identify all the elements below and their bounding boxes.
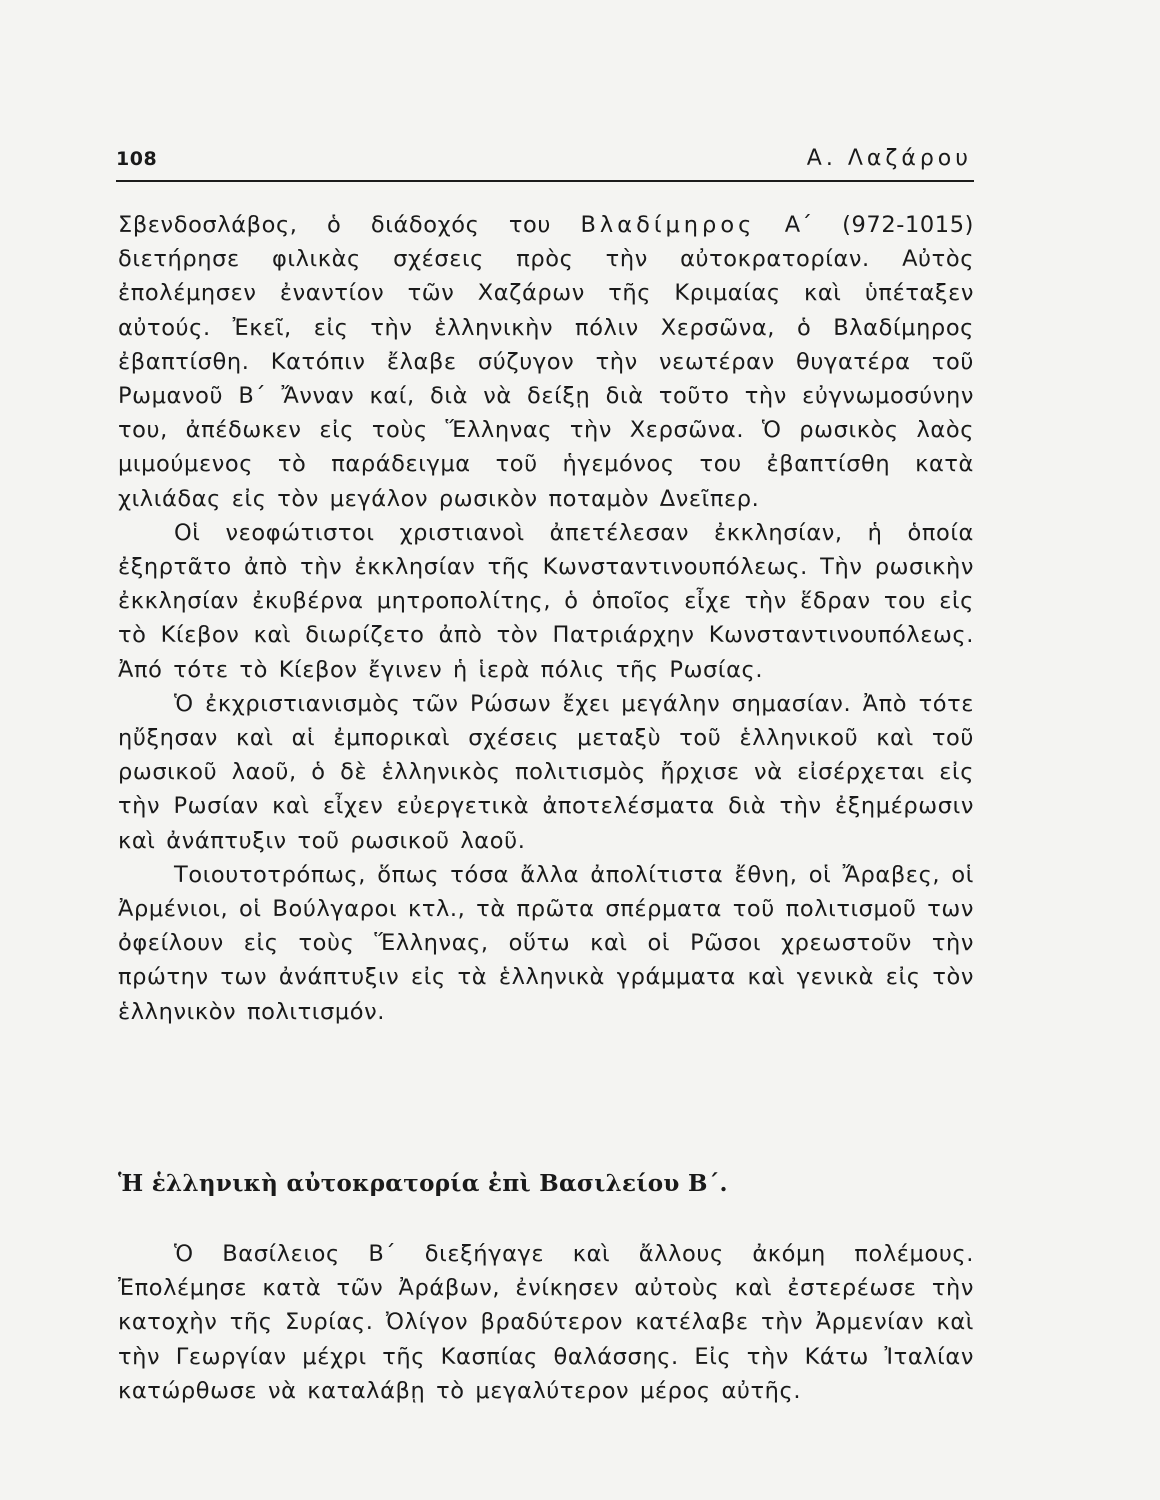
paragraph-1-start: Σβενδοσλάβος, ὁ διάδοχός του [118, 212, 581, 238]
paragraph-4: Τοιουτοτρόπως, ὅπως τόσα ἄλλα ἀπολίτιστα ἔθνη, οἱ Ἄραβες, οἱ Ἀρμένιοι, οἱ Βούλγαροι κτλ., τὰ πρῶτα σπέρματα τοῦ πολιτισμοῦ των ὀφείλουν εἰς τοὺς Ἕλληνας, οὕτω καὶ οἱ Ρῶσοι χρεωστοῦν τὴν πρώτην των ἀνάπτυξιν εἰς τὰ ἑλληνικὰ γράμματα καὶ γενικὰ εἰς τὸν ἑλληνικὸν πολιτισμόν. [118, 861, 974, 1025]
section-text [118, 1237, 974, 1408]
main-text [118, 208, 974, 1029]
paragraph-3: Ὁ ἐκχριστιανισμὸς τῶν Ρώσων ἔχει μεγάλην σημασίαν. Ἀπὸ τότε ηὔξησαν καὶ αἱ ἐμπορικαὶ σχέσεις μεταξὺ τοῦ ἑλληνικοῦ καὶ τοῦ ρωσικοῦ λαοῦ, ὁ δὲ ἑλληνικὸς πολιτισμὸς ἤρχισε νὰ εἰσέρχεται εἰς τὴν Ρωσίαν καὶ εἶχεν εὐεργετικὰ ἀποτελέσματα διὰ τὴν ἐξημέρωσιν καὶ ἀνάπτυξιν τοῦ ρωσικοῦ λαοῦ. [118, 690, 974, 854]
paragraph-1-rest: Α΄ (972-1015) διετήρησε φιλικὰς σχέσεις πρὸς τὴν αὐτοκρατορίαν. Αὐτὸς ἐπολέμησεν ἐναντίον τῶν Χαζάρων τῆς Κριμαίας καὶ ὑπέταξεν αὐτούς. Ἐκεῖ, εἰς τὴν ἑλληνικὴν πόλιν Χερσῶνα, ὁ Βλαδίμηρος ἐβαπτίσθη. Κατόπιν ἔλαβε σύζυγον τὴν νεωτέραν θυγατέρα τοῦ Ρωμανοῦ Β΄ Ἄνναν καί, διὰ νὰ δείξῃ διὰ τοῦτο τὴν εὐγνωμοσύνην του, ἀπέδωκεν εἰς τοὺς Ἕλληνας τὴν Χερσῶνα. Ὁ ρωσικὸς λαὸς μιμούμενος τὸ παράδειγμα τοῦ ἡγεμόνος του ἐβαπτίσθη κατὰ χιλιάδας εἰς τὸν μεγάλον ρωσικὸν ποταμὸν Δνεῖπερ. [118, 212, 974, 512]
page-header [116, 140, 974, 182]
paragraph-2: Οἱ νεοφώτιστοι χριστιανοὶ ἀπετέλεσαν ἐκκλησίαν, ἡ ὁποία ἐξηρτᾶτο ἀπὸ τὴν ἐκκλησίαν τῆς Κωνσταντινουπόλεως. Τὴν ρωσικὴν ἐκκλησίαν ἐκυβέρνα μητροπολίτης, ὁ ὁποῖος εἶχε τὴν ἕδραν του εἰς τὸ Κίεβον καὶ διωρίζετο ἀπὸ τὸν Πατριάρχην Κωνσταντινουπόλεως. Ἀπό τότε τὸ Κίεβον ἔγινεν ἡ ἱερὰ πόλις τῆς Ρωσίας. [118, 519, 974, 683]
section-paragraph: Ὁ Βασίλειος Β΄ διεξήγαγε καὶ ἄλλους ἀκόμη πολέμους. Ἐπολέμησε κατὰ τῶν Ἀράβων, ἐνίκησεν αὐτοὺς καὶ ἐστερέωσε τὴν κατοχὴν τῆς Συρίας. Ὀλίγον βραδύτερον κατέλαβε τὴν Ἀρμενίαν καὶ τὴν Γεωργίαν μέχρι τῆς Κασπίας θαλάσσης. Εἰς τὴν Κάτω Ἰταλίαν κατώρθωσε νὰ καταλάβῃ τὸ μεγαλύτερον μέρος αὐτῆς. [118, 1241, 974, 1404]
paragraph-1-spaced-name: Βλαδίμηρος [580, 212, 756, 238]
paragraph-1 [118, 208, 974, 516]
running-head: Α. Λαζάρου [806, 146, 972, 171]
page-number: 108 [116, 148, 158, 170]
section-heading: Ἡ ἑλληνικὴ αὐτοκρατορία ἐπὶ Βασιλείου Β΄. [118, 1170, 728, 1197]
